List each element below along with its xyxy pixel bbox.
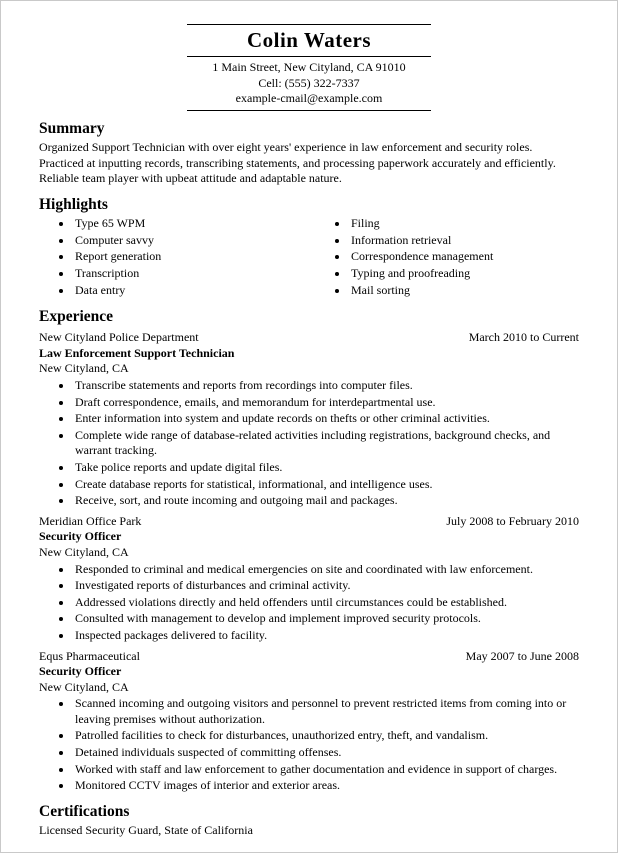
job-location: New Cityland, CA — [39, 679, 129, 694]
job-header — [39, 649, 579, 665]
job-title: Security Officer — [39, 529, 122, 544]
bullet-item: • Take police reports and update digital files. — [73, 460, 579, 476]
job-title: Law Enforcement Support Technician — [39, 345, 235, 360]
job-employer: Meridian Office Park — [39, 513, 142, 528]
highlights-right-list — [309, 216, 579, 299]
contact-email: example-cmail@example.com — [235, 91, 383, 106]
job-entry — [39, 649, 579, 794]
bullet-item: • Enter information into system and update records on thefts or other criminal activities. — [73, 411, 579, 427]
experience-section — [39, 308, 579, 794]
job-title: Security Officer — [39, 664, 122, 679]
certifications-section — [39, 803, 579, 839]
bullet-item: • Consulted with management to develop and implement improved security protocols. — [73, 611, 579, 627]
job-dates: May 2007 to June 2008 — [465, 648, 579, 663]
jobs-container — [39, 330, 579, 794]
job-employer: Equs Pharmaceutical — [39, 648, 140, 663]
bullet-item: • Report generation — [73, 249, 309, 265]
bullet-item: • Draft correspondence, emails, and memorandum for interdepartmental use. — [73, 395, 579, 411]
bullet-item: • Data entry — [73, 283, 309, 299]
bullet-item: • Transcription — [73, 266, 309, 282]
certifications-heading: Certifications — [39, 802, 130, 820]
summary-text: Organized Support Technician with over eight years' experience in law enforcement and security roles. Practiced at inputting records, transcribing statements, and processing paperwork accurately and efficiently. Reliable team player with upbeat attitude and adaptable nature. — [39, 139, 556, 186]
highlights-left-list — [39, 216, 309, 299]
bullet-item: • Receive, sort, and route incoming and outgoing mail and packages. — [73, 493, 579, 509]
bullet-item: • Computer savvy — [73, 233, 309, 249]
bullet-item: • Mail sorting — [349, 283, 579, 299]
job-header — [39, 514, 579, 530]
bullet-item: • Detained individuals suspected of committing offenses. — [73, 745, 579, 761]
bullet-item: • Worked with staff and law enforcement to gather documentation and evidence in support of charges. — [73, 762, 579, 778]
header-top-divider — [187, 24, 431, 25]
bullet-item: • Information retrieval — [349, 233, 579, 249]
experience-heading: Experience — [39, 308, 114, 326]
bullet-item: • Create database reports for statistical, informational, and intelligence uses. — [73, 477, 579, 493]
job-bullets — [39, 562, 579, 644]
certifications-text: Licensed Security Guard, State of California — [39, 822, 253, 837]
job-entry — [39, 330, 579, 509]
contact-phone: Cell: (555) 322-7337 — [258, 75, 360, 90]
bullet-item: • Typing and proofreading — [349, 266, 579, 282]
job-bullets — [39, 378, 579, 509]
bullet-item: • Responded to criminal and medical emergencies on site and coordinated with law enforcement. — [73, 562, 579, 578]
header-bottom-divider — [187, 110, 431, 111]
bullet-item: • Patrolled facilities to check for disturbances, unauthorized entry, theft, and vandalism. — [73, 728, 579, 744]
job-dates: March 2010 to Current — [468, 330, 579, 345]
bullet-item: • Filing — [349, 216, 579, 232]
summary-section — [39, 120, 579, 187]
header-name-divider — [187, 56, 431, 57]
bullet-item: • Inspected packages delivered to facility. — [73, 628, 579, 644]
bullet-item: • Transcribe statements and reports from recordings into computer files. — [73, 378, 579, 394]
job-entry — [39, 514, 579, 644]
job-employer: New Cityland Police Department — [39, 330, 199, 345]
contact-address: 1 Main Street, New Cityland, CA 91010 — [212, 60, 406, 74]
bullet-item: • Monitored CCTV images of interior and exterior areas. — [73, 778, 579, 794]
highlights-columns — [39, 216, 579, 299]
candidate-name: Colin Waters — [246, 28, 372, 52]
summary-heading: Summary — [39, 119, 105, 137]
resume-header — [39, 24, 579, 111]
job-dates: July 2008 to February 2010 — [446, 513, 579, 528]
job-header — [39, 330, 579, 346]
bullet-item: • Correspondence management — [349, 249, 579, 265]
bullet-item: • Complete wide range of database-related activities including registrations, background checks, and warrant tracking. — [73, 428, 579, 459]
bullet-item: • Scanned incoming and outgoing visitors and personnel to prevent restricted items from coming into or leaving premises without authorization. — [73, 696, 579, 727]
bullet-item: • Type 65 WPM — [73, 216, 309, 232]
job-location: New Cityland, CA — [39, 544, 129, 559]
bullet-item: • Addressed violations directly and held offenders until circumstances could be established. — [73, 595, 579, 611]
highlights-heading: Highlights — [39, 196, 108, 214]
job-bullets — [39, 696, 579, 794]
job-location: New Cityland, CA — [39, 361, 129, 376]
bullet-item: • Investigated reports of disturbances and criminal activity. — [73, 578, 579, 594]
highlights-section — [39, 196, 579, 299]
